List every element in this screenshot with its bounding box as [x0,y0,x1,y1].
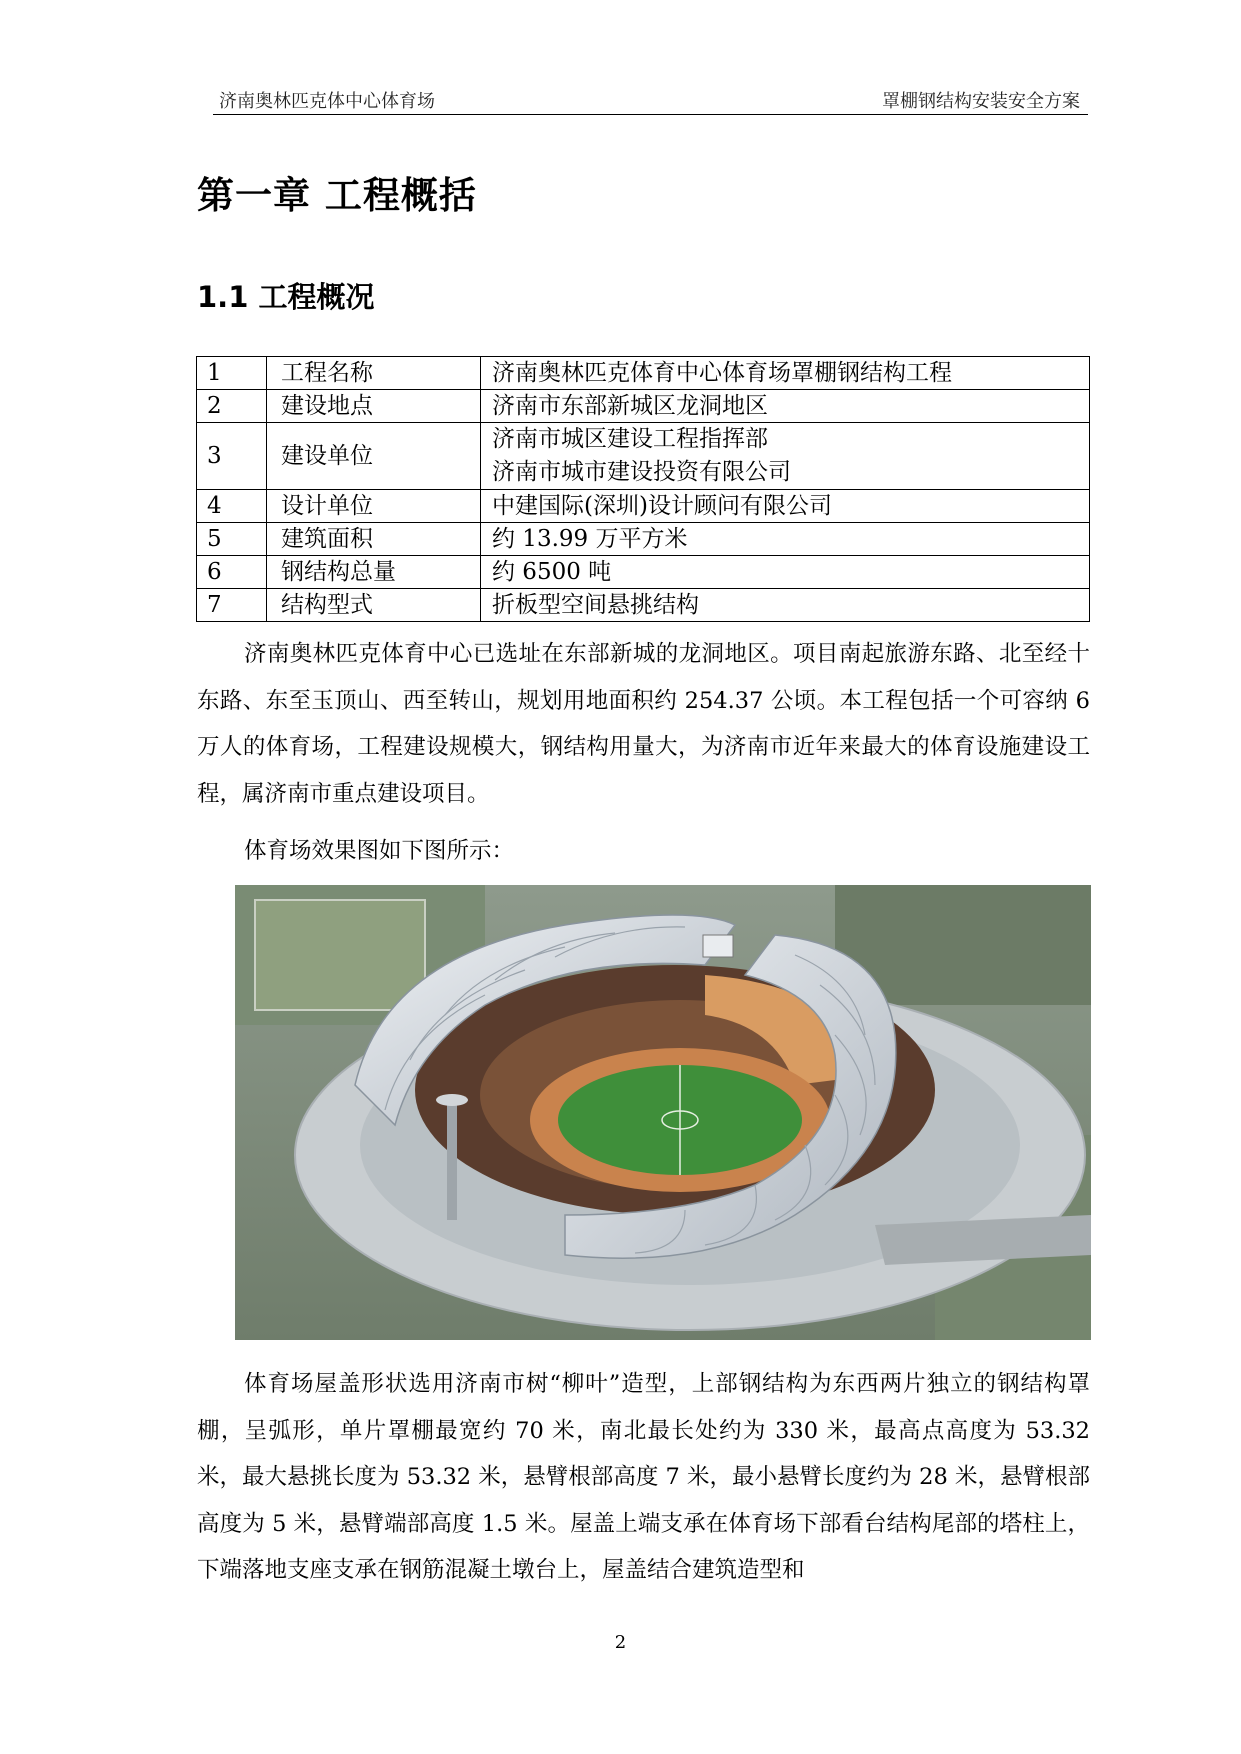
row-number: 1 [197,357,267,390]
body-paragraph-roof-description: 体育场屋盖形状选用济南市树“柳叶”造型，上部钢结构为东西两片独立的钢结构罩棚，呈弧形，单片罩棚最宽约 70 米，南北最长处约为 330 米，最高点高度为 53.32 米，最大悬挑长度为 53.32 米，悬臂根部高度 7 米，最小悬臂长度约为 28 米，悬臂根部高度为 5 米，悬臂端部高度 1.5 米。屋盖上端支承在体育场下部看台结构尾部的塔柱上，下端落地支座支承在钢筋混凝土墩台上，屋盖结合建筑造型和 [197,1371,1090,1583]
row-item: 结构型式 [267,589,481,622]
row-item: 钢结构总量 [267,556,481,589]
row-item: 工程名称 [267,357,481,390]
row-number: 5 [197,523,267,556]
row-value: 济南市东部新城区龙洞地区 [481,390,1090,423]
row-number: 6 [197,556,267,589]
header-document-title: 罩棚钢结构安装安全方案 [882,91,1080,112]
row-number: 2 [197,390,267,423]
row-number: 4 [197,490,267,523]
page-number: 2 [614,1632,627,1653]
row-value: 约 6500 吨 [481,556,1090,589]
row-item: 建设地点 [267,390,481,423]
row-number: 7 [197,589,267,622]
table-row [197,357,1090,390]
row-number: 3 [197,423,267,490]
row-item: 建筑面积 [267,523,481,556]
row-item: 建设单位 [267,423,481,490]
chapter-title: 第一章 工程概括 [197,174,477,217]
row-value-line: 济南市城区建设工程指挥部 [492,426,768,452]
table-row [197,589,1090,622]
row-item: 设计单位 [267,490,481,523]
body-paragraph-site: 济南奥林匹克体育中心已选址在东部新城的龙洞地区。项目南起旅游东路、北至经十东路、东至玉顶山、西至转山，规划用地面积约 254.37 公顷。本工程包括一个可容纳 6 万人的体育场，工程建设规模大，钢结构用量大，为济南市近年来最大的体育设施建设工程，属济南市重点建设项目。 [197,641,1090,807]
row-value: 约 13.99 万平方米 [481,523,1090,556]
row-value-line: 济南市城市建设投资有限公司 [492,459,791,485]
row-value: 济南奥林匹克体育中心体育场罩棚钢结构工程 [481,357,1090,390]
table-row [197,523,1090,556]
table-row [197,390,1090,423]
row-value: 折板型空间悬挑结构 [481,589,1090,622]
table-row [197,423,1090,490]
header-project-name: 济南奥林匹克体中心体育场 [219,91,435,112]
project-info-table [196,356,1090,622]
table-row [197,556,1090,589]
stadium-rendering-image [235,885,1091,1340]
body-paragraph-figure-intro: 体育场效果图如下图所示： [244,838,515,864]
row-value [481,423,1090,490]
page-header [213,84,1088,115]
section-title: 1.1 工程概况 [197,280,375,314]
table-row [197,490,1090,523]
row-value: 中建国际(深圳)设计顾问有限公司 [481,490,1090,523]
